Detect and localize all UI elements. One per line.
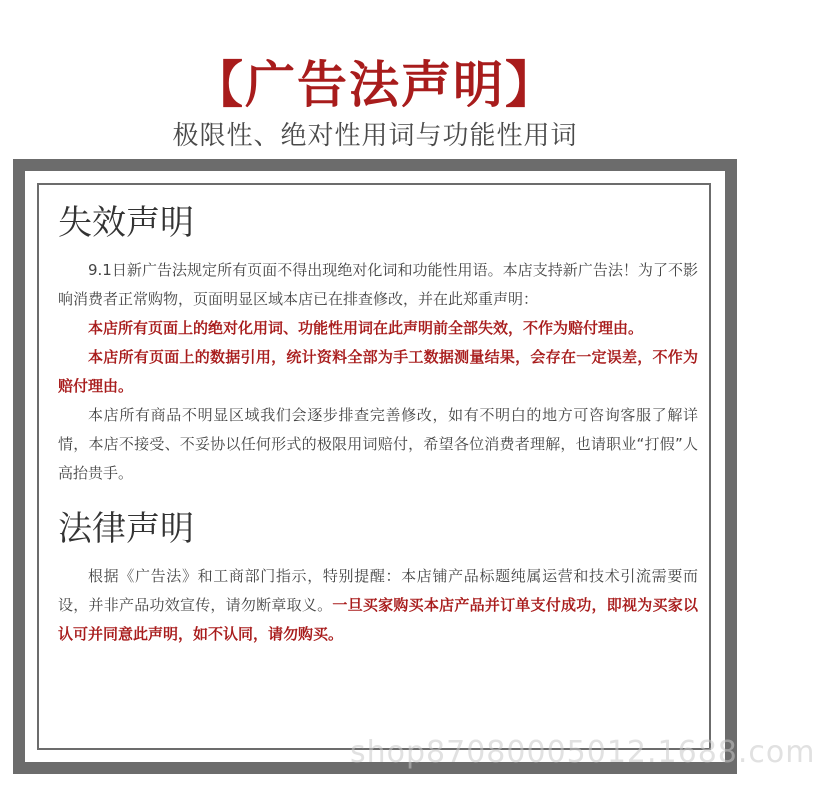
invalidation-clause-2: 本店所有页面上的数据引用，统计资料全部为手工数据测量结果，会存在一定误差，不作为赔付理由。 — [58, 348, 698, 395]
notice-content — [58, 200, 698, 649]
invalidation-heading: 失效声明 — [58, 203, 194, 243]
invalidation-intro: 9.1日新广告法规定所有页面不得出现绝对化词和功能性用语。本店支持新广告法！为了不影响消费者正常购物，页面明显区域本店已在排查修改，并在此郑重声明： — [58, 261, 698, 308]
page-subtitle: 极限性、绝对性用词与功能性用词 — [172, 121, 578, 151]
legal-text-emphasis: 一旦买家购买本店产品并订单支付成功，即视为买家以认可并同意此声明，如不认同，请勿购买。 — [58, 596, 698, 643]
legal-paragraph — [58, 562, 698, 649]
page-title: 【广告法声明】 — [193, 56, 557, 114]
header — [0, 0, 750, 160]
legal-text: 根据《广告法》和工商部门指示，特别提醒：本店铺产品标题纯属运营和技术引流需要而设，并非产品功效宣传，请勿断章取义。 — [58, 567, 698, 614]
invalidation-clause-1: 本店所有页面上的绝对化用词、功能性用词在此声明前全部失效，不作为赔付理由。 — [88, 319, 644, 337]
shop-watermark: shop87080005012.1688.com — [350, 735, 816, 770]
legal-heading: 法律声明 — [58, 509, 194, 549]
invalidation-closing: 本店所有商品不明显区域我们会逐步排查完善修改，如有不明白的地方可咨询客服了解详情，本店不接受、不妥协以任何形式的极限用词赔付，希望各位消费者理解，也请职业“打假”人高抬贵手。 — [58, 406, 698, 482]
